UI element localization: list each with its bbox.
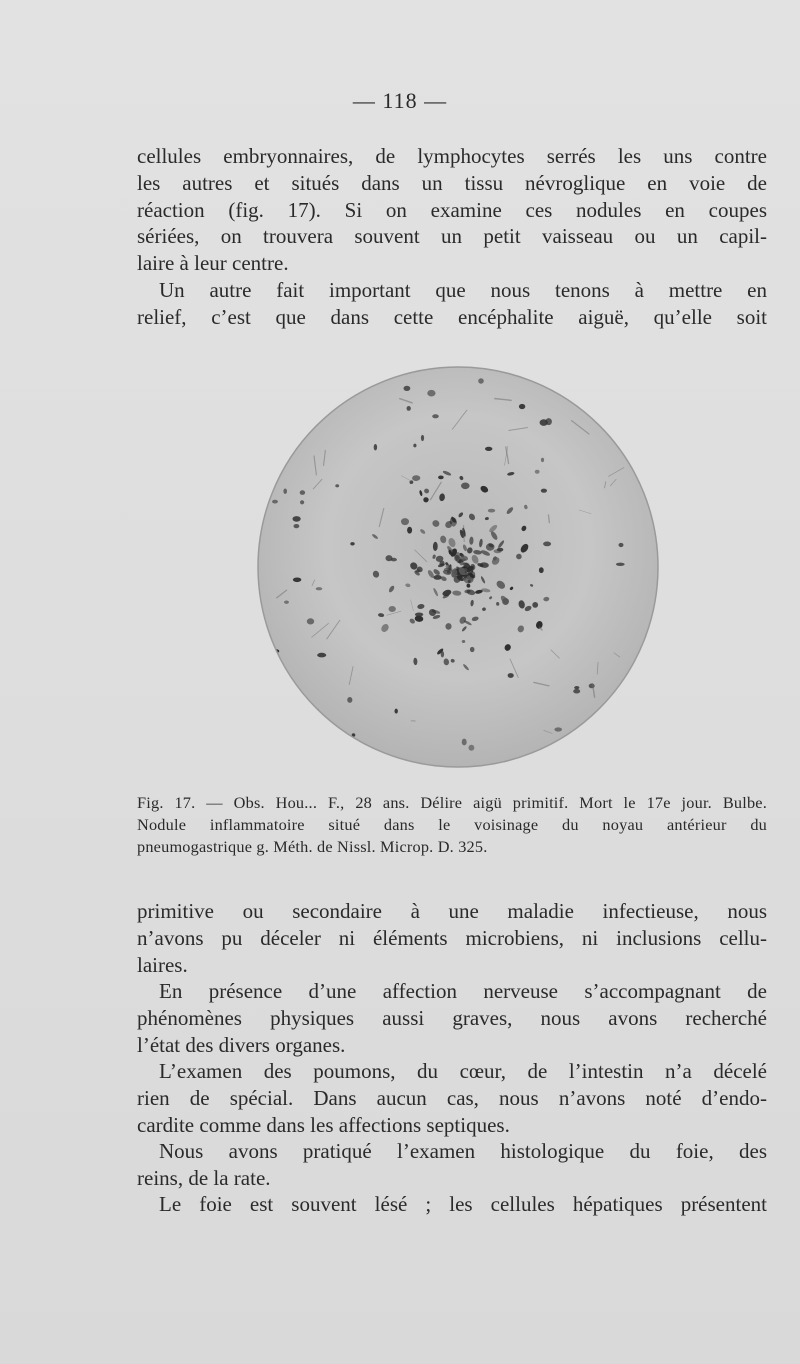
text-line: les autres et situés dans un tissu névroglique en voie de [137,170,767,195]
stained-cell [532,602,538,608]
stained-cell [283,489,287,494]
micrograph-figure [257,366,659,768]
stained-cell [539,567,544,573]
stained-cell [619,543,624,547]
stained-cell [316,587,323,590]
caption-line: Nodule inflammatoire situé dans le voisinage du noyau antérieur du [137,815,767,834]
stained-cell [407,406,411,411]
stained-cell [573,689,580,694]
stained-cell [294,524,300,528]
stained-cell [574,686,579,689]
stained-cell [485,447,492,451]
stained-cell [461,483,470,490]
stained-cell [273,743,280,747]
stained-cell [541,458,544,462]
stained-cell [438,476,444,480]
stained-cell [519,404,525,409]
page-number: — 118 — [352,88,448,113]
stained-cell [478,378,484,383]
stained-cell [307,618,314,624]
stained-cell [488,509,495,513]
stained-cell [395,709,398,714]
stained-cell [389,606,396,612]
stained-cell [421,435,424,441]
stained-cell [415,613,423,617]
stained-cell [300,500,304,504]
stained-cell [592,743,597,747]
stained-cell [275,716,281,722]
figure-caption [137,792,767,858]
stained-cell [326,724,333,729]
stained-cell [317,653,326,658]
text-line: l’état des divers organes. [137,1032,346,1057]
stained-cell [497,548,503,552]
stained-cell [413,444,416,448]
paragraph-nodules [137,143,767,277]
stained-cell [634,662,640,665]
stained-cell [386,555,393,561]
stained-cell [462,739,467,746]
glial-fibre [270,704,287,720]
stained-cell [444,568,452,571]
text-line: primitive ou secondaire à une maladie infectieuse, nous [137,899,767,923]
stained-cell [554,727,562,731]
stained-cell [347,697,352,703]
stained-cell [401,518,409,525]
text-line: L’examen des poumons, du cœur, de l’intestin n’a décelé [159,1059,767,1083]
text-line: cardite comme dans les affections septiques. [137,1112,510,1137]
stained-cell [300,490,305,495]
caption-line: pneumogastrique g. Méth. de Nissl. Microp. D. 325. [137,837,488,856]
glial-fibre [464,525,465,542]
stained-cell [469,745,475,751]
stained-cell [284,601,289,604]
stained-cell [272,500,278,504]
stained-cell [470,647,475,652]
text-line: Nous avons pratiqué l’examen histologique du foie, des [159,1139,767,1163]
text-line: n’avons pu déceler ni éléments microbiens, ni inclusions cellu- [137,925,767,950]
stained-cell [293,516,301,522]
stained-cell [335,484,339,487]
stained-cell [508,673,514,678]
caption-line: Fig. 17. — Obs. Hou... F., 28 ans. Délire aigü primitif. Mort le 17e jour. Bulbe. [137,793,767,812]
stained-cell [622,704,629,710]
paragraph-presence [137,978,767,1058]
stained-cell [433,575,441,580]
stained-cell [441,651,444,657]
text-line: rien de spécial. Dans aucun cas, nous n’avons noté d’endo- [137,1085,767,1110]
text-line: phénomènes physiques aussi graves, nous avons recherché [137,1005,767,1030]
stained-cell [404,386,411,391]
text-line: relief, c’est que dans cette encéphalite aiguë, qu’elle soit [137,304,767,329]
stained-cell [291,688,296,694]
stained-cell [350,542,354,545]
text-line: réaction (fig. 17). Si on examine ces nodules en coupes [137,197,767,222]
paragraph-histologique [137,1138,767,1192]
paragraph-examen [137,1058,767,1138]
text-line: Le foie est souvent lésé ; les cellules hépatiques présentent [159,1192,767,1216]
text-line: En présence d’une affection nerveuse s’accompagnant de [159,979,767,1003]
text-line: laires. [137,952,188,977]
stained-cell [427,390,435,397]
stained-cell [407,527,412,534]
stained-cell [540,419,548,426]
text-line: Un autre fait important que nous tenons à mettre en [159,278,767,302]
stained-cell [287,393,290,399]
stained-cell [374,444,377,450]
micrograph-image [257,366,659,768]
stained-cell [599,405,607,411]
stained-cell [432,414,439,418]
text-line: laire à leur centre. [137,251,289,276]
paragraph-foie [137,1191,767,1218]
stained-cell [616,563,625,566]
paragraph-encephalite [137,277,767,331]
text-line: cellules embryonnaires, de lymphocytes serrés les uns contre [137,144,767,168]
paragraph-primitive [137,898,767,978]
stained-cell [541,489,547,493]
stained-cell [293,578,301,583]
glial-fibre [310,384,314,399]
stained-cell [535,470,540,474]
text-line: reins, de la rate. [137,1165,271,1190]
text-line: sériées, on trouvera souvent un petit vaisseau ou un capil- [137,224,767,249]
stained-cell [543,542,551,547]
